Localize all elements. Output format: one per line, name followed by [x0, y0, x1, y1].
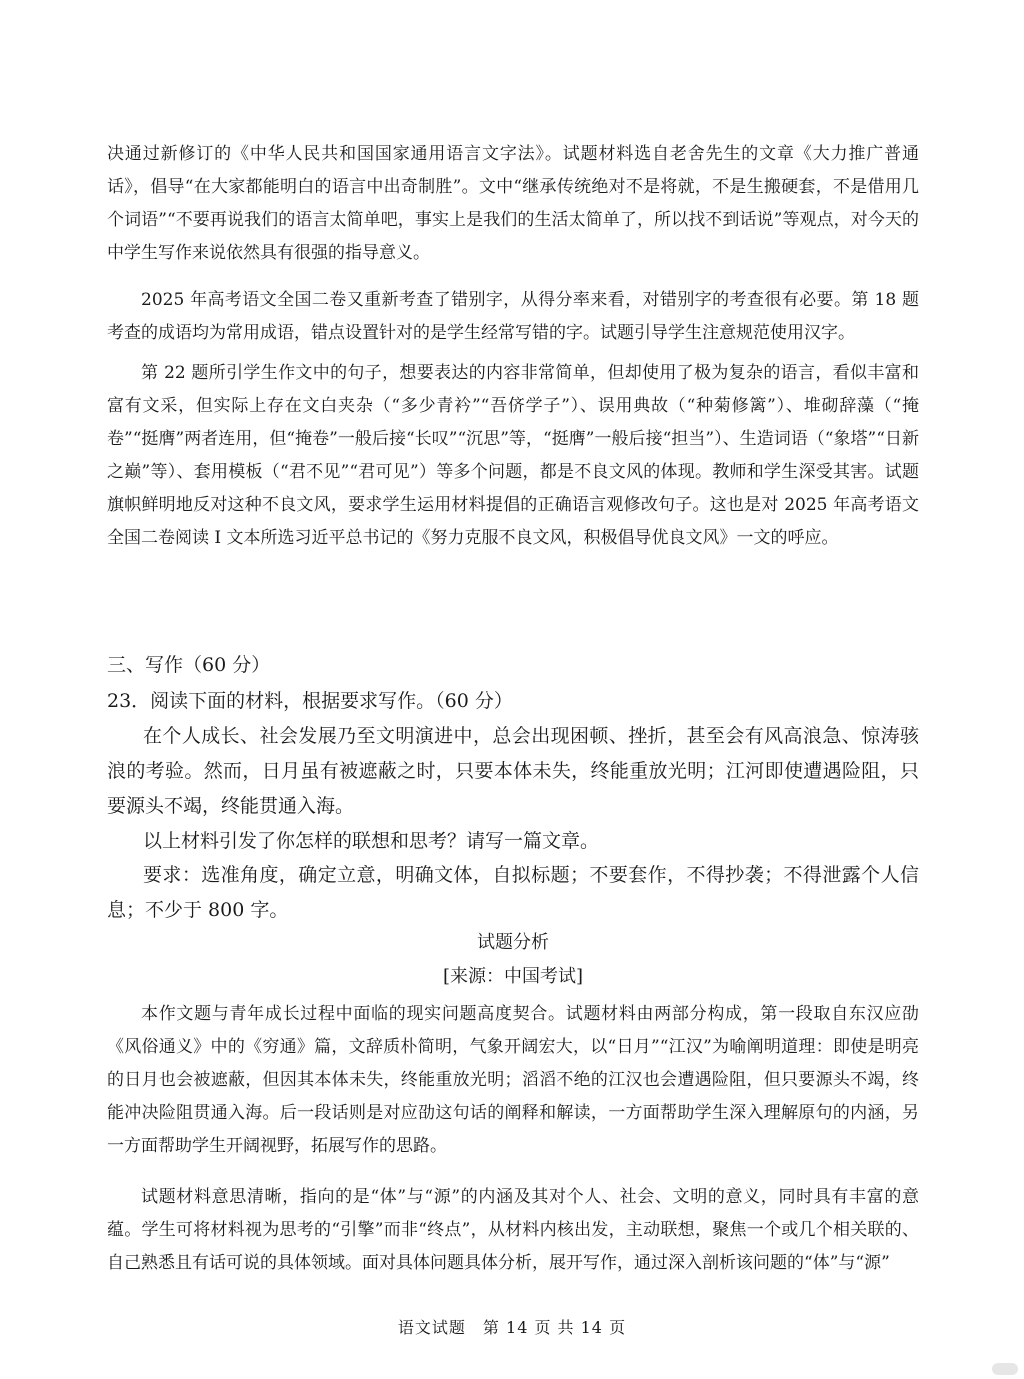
analysis-paragraph-1: 决通过新修订的《中华人民共和国国家通用语言文字法》。试题材料选自老舍先生的文章《大力推广普通话》，倡导“在大家都能明白的语言中出奇制胜”。文中“继承传统绝对不是将就，不是生搬硬套，不是借用几个词语”“不要再说我们的语言太简单吧，事实上是我们的生活太简单了，所以找不到话说”等观点，对今天的中学生写作来说依然具有很强的指导意义。 — [107, 144, 919, 263]
analysis-title: 试题分析 — [477, 932, 549, 953]
corner-mark — [992, 1363, 1018, 1375]
section-heading: 三、写作（60 分） — [107, 654, 271, 676]
analysis-paragraph-2: 2025 年高考语文全国二卷又重新考查了错别字，从得分率来看，对错别字的考查很有必要。第 18 题考查的成语均为常用成语，错点设置针对的是学生经常写错的字。试题引导学生注意规范使用汉字。 — [107, 290, 919, 343]
analysis-paragraph-3: 第 22 题所引学生作文中的句子，想要表达的内容非常简单，但却使用了极为复杂的语言，看似丰富和富有文采，但实际上存在文白夹杂（“多少青衿”“吾侪学子”）、误用典故（“种菊修篱”）、堆砌辞藻（“掩卷”“挺膺”两者连用，但“掩卷”一般后接“长叹”“沉思”等，“挺膺”一般后接“担当”）、生造词语（“象塔”“日新之巅”等）、套用模板（“君不见”“君可见”）等多个问题，都是不良文风的体现。教师和学生深受其害。试题旗帜鲜明地反对这种不良文风，要求学生运用材料提倡的正确语言观修改句子。这也是对 2025 年高考语文全国二卷阅读 I 文本所选习近平总书记的《努力克服不良文风，积极倡导优良文风》一文的呼应。 — [107, 363, 919, 548]
analysis-source: [来源：中国考试] — [442, 966, 584, 987]
writing-material: 在个人成长、社会发展乃至文明演进中，总会出现困顿、挫折，甚至会有风高浪急、惊涛骇浪的考验。然而，日月虽有被遮蔽之时，只要本体未失，终能重放光明；江河即使遭遇险阻，只要源头不竭，终能贯通入海。 — [107, 725, 919, 817]
page-footer: 语文试题 第 14 页 共 14 页 — [397, 1318, 627, 1337]
essay-analysis-paragraph-1: 本作文题与青年成长过程中面临的现实问题高度契合。试题材料由两部分构成，第一段取自东汉应劭《风俗通义》中的《穷通》篇，文辞质朴简明，气象开阔宏大，以“日月”“江汉”为喻阐明道理：即使是明亮的日月也会被遮蔽，但因其本体未失，终能重放光明；滔滔不绝的江汉也会遭遇险阻，但只要源头不竭，终能冲决险阻贯通入海。后一段话则是对应劭这句话的阐释和解读，一方面帮助学生深入理解原句的内涵，另一方面帮助学生开阔视野，拓展写作的思路。 — [107, 1004, 919, 1156]
essay-analysis-paragraph-2: 试题材料意思清晰，指向的是“体”与“源”的内涵及其对个人、社会、文明的意义，同时具有丰富的意蕴。学生可将材料视为思考的“引擎”而非“终点”，从材料内核出发，主动联想，聚焦一个或几个相关联的、自己熟悉且有话可说的具体领域。面对具体问题具体分析，展开写作，通过深入剖析该问题的“体”与“源” — [107, 1187, 919, 1273]
writing-requirements: 要求：选准角度，确定立意，明确文体，自拟标题；不要套作，不得抄袭；不得泄露个人信息；不少于 800 字。 — [107, 864, 919, 921]
writing-prompt: 以上材料引发了你怎样的联想和思考？请写一篇文章。 — [143, 830, 600, 852]
question-stem: 23．阅读下面的材料，根据要求写作。（60 分） — [107, 690, 513, 712]
